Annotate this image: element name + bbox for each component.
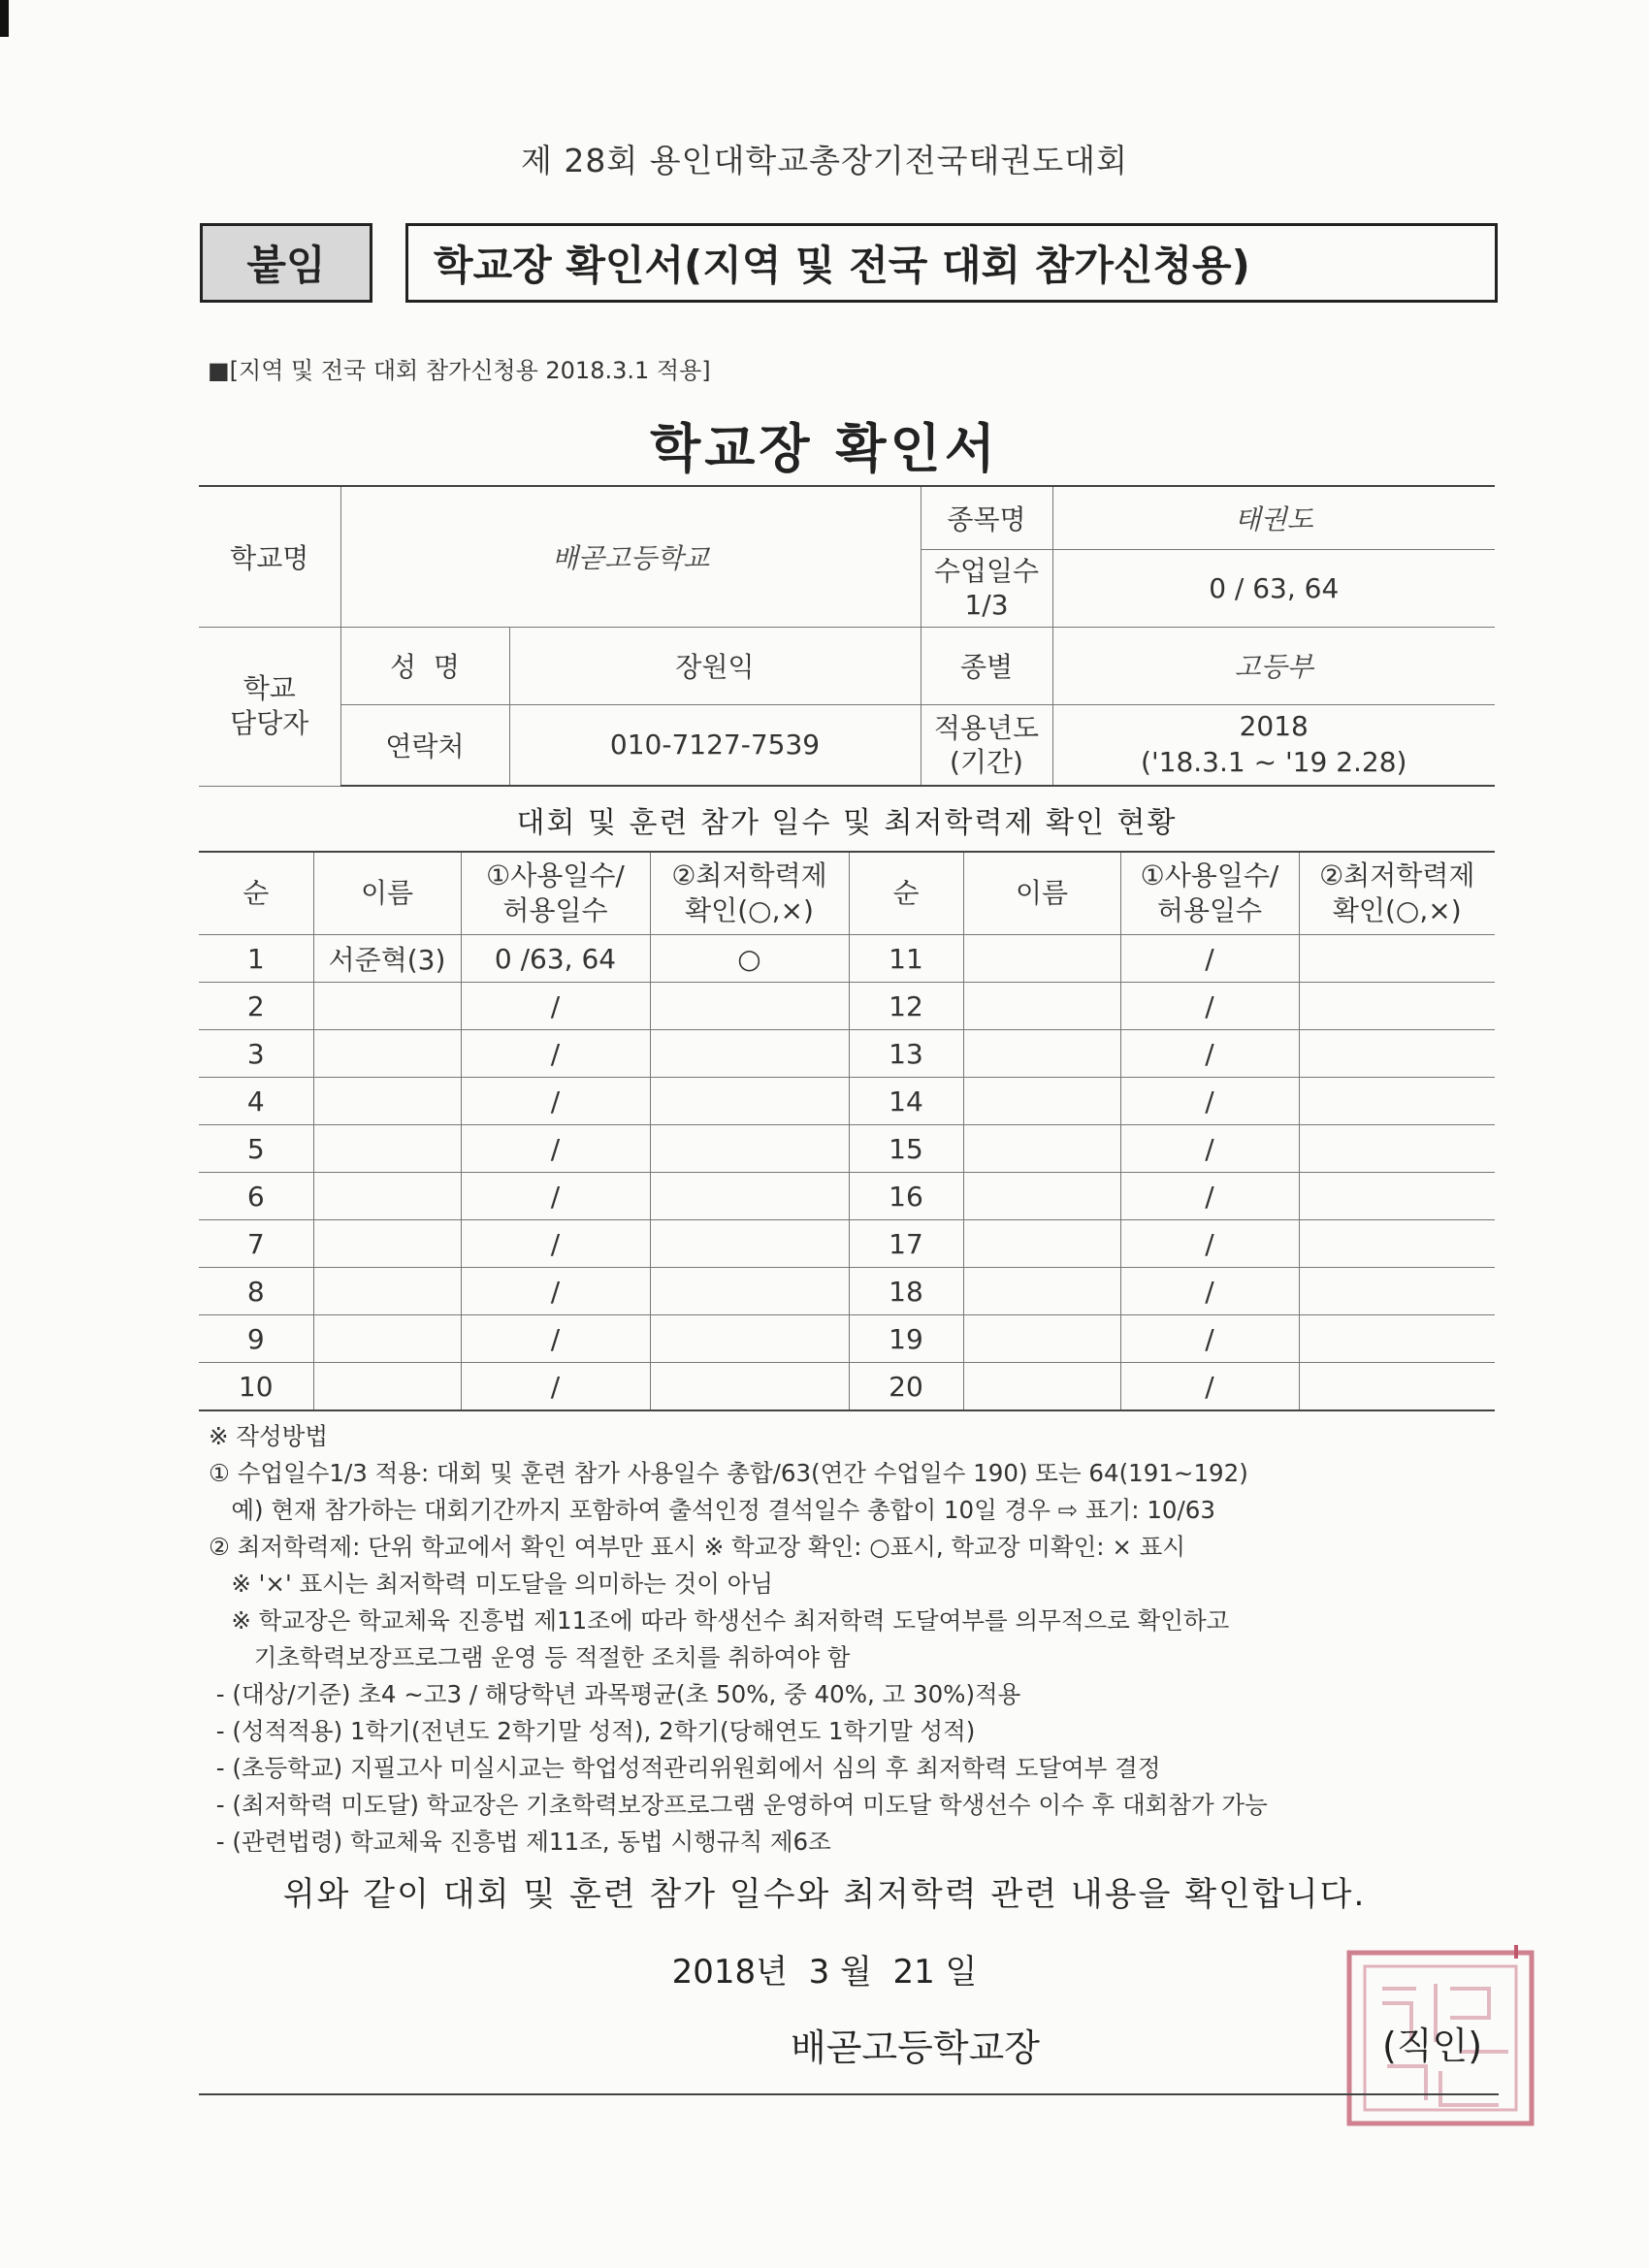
row-name-right — [963, 1363, 1120, 1411]
row-name-right — [963, 1268, 1120, 1315]
table-row — [199, 935, 1495, 983]
header-days-right-line2: 허용일수 — [1156, 894, 1263, 926]
row-no-right: 14 — [849, 1078, 963, 1125]
row-no: 10 — [199, 1363, 313, 1411]
row-days: / — [461, 1030, 650, 1078]
row-name-right — [963, 1315, 1120, 1363]
seal-label: (직인) — [1382, 2025, 1483, 2067]
row-days-right: / — [1120, 1125, 1299, 1173]
bottom-rule — [199, 2093, 1499, 2095]
row-no-right: 12 — [849, 983, 963, 1030]
table-row — [199, 1078, 1495, 1125]
header-days-right-line1: ①사용일수/ — [1140, 859, 1279, 891]
year-value: 2018 — [1239, 710, 1309, 743]
year-label-line2: (기간) — [950, 745, 1023, 778]
row-days-right: / — [1120, 1315, 1299, 1363]
confirmation-date: 2018년 3 월 21 일 — [671, 1953, 978, 1992]
header-days-line1: ①사용일수/ — [486, 859, 625, 891]
table-row — [199, 1363, 1495, 1411]
class-days-label — [921, 549, 1052, 627]
row-check-right — [1299, 1220, 1495, 1268]
row-no-right: 17 — [849, 1220, 963, 1268]
row-name — [313, 1220, 461, 1268]
table-row — [199, 983, 1495, 1030]
header-min-line2: 확인(○,×) — [685, 894, 814, 926]
note-line: ※ '×' 표시는 최저학력 미도달을 의미하는 것이 아님 — [209, 1570, 774, 1598]
table-row — [199, 1125, 1495, 1173]
note-line: ※ 작성방법 — [209, 1422, 328, 1450]
row-name-right — [963, 983, 1120, 1030]
row-no: 8 — [199, 1268, 313, 1315]
year-label — [921, 704, 1052, 786]
row-check — [650, 1173, 849, 1220]
sport-value: 태권도 — [1052, 486, 1495, 549]
row-no: 3 — [199, 1030, 313, 1078]
note-line: 기초학력보장프로그램 운영 등 적절한 조치를 취하여야 함 — [209, 1643, 851, 1671]
name-label: 성 명 — [340, 627, 509, 704]
name-value: 장원익 — [509, 627, 921, 704]
document-title: 학교장 확인서 — [650, 418, 999, 479]
class-days-value: 0 / 63, 64 — [1052, 549, 1495, 627]
row-no-right: 13 — [849, 1030, 963, 1078]
header-days-right — [1120, 852, 1299, 935]
contact-person-label — [199, 627, 340, 786]
row-no-right: 11 — [849, 935, 963, 983]
row-check — [650, 1078, 849, 1125]
row-days: / — [461, 1220, 650, 1268]
attachment-label: 붙임 — [200, 223, 372, 303]
instructions-notes — [209, 1418, 1518, 1861]
status-table — [199, 851, 1495, 1411]
row-no-right: 16 — [849, 1173, 963, 1220]
row-days: / — [461, 1315, 650, 1363]
row-check-right — [1299, 1030, 1495, 1078]
row-check-right — [1299, 983, 1495, 1030]
row-days: / — [461, 983, 650, 1030]
contact-person-label-line2: 담당자 — [230, 707, 309, 739]
row-no-right: 15 — [849, 1125, 963, 1173]
row-name — [313, 1268, 461, 1315]
principal-title: 배곧고등학교장 — [791, 2026, 1040, 2069]
header-min-right — [1299, 852, 1495, 935]
confirmation-text: 위와 같이 대회 및 훈련 참가 일수와 최저학력 관련 내용을 확인합니다. — [282, 1875, 1367, 1914]
phone-label: 연락처 — [340, 704, 509, 786]
status-title: 대회 및 훈련 참가 일수 및 최저학력제 확인 현황 — [516, 806, 1178, 840]
row-no: 7 — [199, 1220, 313, 1268]
row-days: / — [461, 1268, 650, 1315]
row-name — [313, 1173, 461, 1220]
row-name-right — [963, 1173, 1120, 1220]
row-days: 0 /63, 64 — [461, 935, 650, 983]
sport-label: 종목명 — [921, 486, 1052, 549]
row-days: / — [461, 1125, 650, 1173]
header-min-right-line1: ②최저학력제 — [1319, 859, 1475, 891]
row-days: / — [461, 1078, 650, 1125]
row-days-right: / — [1120, 1268, 1299, 1315]
row-name — [313, 983, 461, 1030]
header-min-right-line2: 확인(○,×) — [1332, 894, 1462, 926]
row-check — [650, 1315, 849, 1363]
row-name-right — [963, 1125, 1120, 1173]
row-days-right: / — [1120, 983, 1299, 1030]
row-days-right: / — [1120, 1173, 1299, 1220]
row-check — [650, 1363, 849, 1411]
contact-person-label-line1: 학교 — [242, 671, 296, 704]
note-line: ② 최저학력제: 단위 학교에서 확인 여부만 표시 ※ 학교장 확인: ○표시, 학교장 미확인: × 표시 — [209, 1533, 1185, 1561]
row-days-right: / — [1120, 1363, 1299, 1411]
note-line: - (최저학력 미도달) 학교장은 기초학력보장프로그램 운영하여 미도달 학생선수 이수 후 대회참가 가능 — [209, 1791, 1268, 1819]
school-label: 학교명 — [199, 486, 340, 627]
row-no: 6 — [199, 1173, 313, 1220]
row-no: 5 — [199, 1125, 313, 1173]
phone-value: 010-7127-7539 — [509, 704, 921, 786]
row-name — [313, 1078, 461, 1125]
row-days-right: / — [1120, 1030, 1299, 1078]
row-check-right — [1299, 1125, 1495, 1173]
year-value-cell — [1052, 704, 1495, 786]
row-days: / — [461, 1173, 650, 1220]
header-name-right: 이름 — [963, 852, 1120, 935]
row-no-right: 19 — [849, 1315, 963, 1363]
table-row — [199, 1268, 1495, 1315]
note-line: 예) 현재 참가하는 대회기간까지 포함하여 출석인정 결석일수 총합이 10일 경우 ⇨ 표기: 10/63 — [209, 1496, 1215, 1524]
form-title: 학교장 확인서(지역 및 전국 대회 참가신청용) — [405, 223, 1498, 303]
note-line: - (초등학교) 지필고사 미실시교는 학업성적관리위원회에서 심의 후 최저학력 도달여부 결정 — [209, 1754, 1161, 1782]
row-check-right — [1299, 935, 1495, 983]
category-value: 고등부 — [1052, 627, 1495, 704]
row-check-right — [1299, 1363, 1495, 1411]
period-value: ('18.3.1 ~ '19 2.28) — [1141, 745, 1407, 778]
row-name — [313, 1030, 461, 1078]
note-line: ※ 학교장은 학교체육 진흥법 제11조에 따라 학생선수 최저학력 도달여부를 의무적으로 확인하고 — [209, 1606, 1230, 1635]
class-days-label-line1: 수업일수 — [933, 555, 1040, 587]
category-label: 종별 — [921, 627, 1052, 704]
note-line: - (대상/기준) 초4 ~고3 / 해당학년 과목평균(초 50%, 중 40%, 고 30%)적용 — [209, 1680, 1021, 1708]
school-info-table — [199, 485, 1495, 787]
row-name: 서준혁(3) — [313, 935, 461, 983]
note-line: - (성적적용) 1학기(전년도 2학기말 성적), 2학기(당해연도 1학기말 성적) — [209, 1717, 976, 1745]
row-name — [313, 1315, 461, 1363]
row-no: 9 — [199, 1315, 313, 1363]
row-check-right — [1299, 1315, 1495, 1363]
row-name — [313, 1363, 461, 1411]
header-min-line1: ②최저학력제 — [671, 859, 827, 891]
row-no: 2 — [199, 983, 313, 1030]
header-days — [461, 852, 650, 935]
row-no-right: 20 — [849, 1363, 963, 1411]
header-no: 순 — [199, 852, 313, 935]
row-check-right — [1299, 1078, 1495, 1125]
row-name — [313, 1125, 461, 1173]
table-row — [199, 1315, 1495, 1363]
row-check: ○ — [650, 935, 849, 983]
row-name-right — [963, 1220, 1120, 1268]
row-check — [650, 1220, 849, 1268]
row-check — [650, 1030, 849, 1078]
row-check — [650, 1268, 849, 1315]
row-check — [650, 983, 849, 1030]
class-days-label-line2: 1/3 — [964, 589, 1009, 621]
status-header-row — [199, 852, 1495, 935]
row-days-right: / — [1120, 1220, 1299, 1268]
row-no-right: 18 — [849, 1268, 963, 1315]
row-check — [650, 1125, 849, 1173]
row-days: / — [461, 1363, 650, 1411]
row-name-right — [963, 1030, 1120, 1078]
row-check-right — [1299, 1173, 1495, 1220]
year-label-line1: 적용년도 — [933, 711, 1040, 744]
header-no-right: 순 — [849, 852, 963, 935]
header-name: 이름 — [313, 852, 461, 935]
row-days-right: / — [1120, 935, 1299, 983]
table-row — [199, 1173, 1495, 1220]
row-no: 1 — [199, 935, 313, 983]
scan-edge-mark — [0, 0, 9, 37]
row-name-right — [963, 1078, 1120, 1125]
row-no: 4 — [199, 1078, 313, 1125]
application-note: ■[지역 및 전국 대회 참가신청용 2018.3.1 적용] — [208, 357, 711, 384]
table-row — [199, 1030, 1495, 1078]
note-line: - (관련법령) 학교체육 진흥법 제11조, 동법 시행규칙 제6조 — [209, 1828, 831, 1856]
note-line: ① 수업일수1/3 적용: 대회 및 훈련 참가 사용일수 총합/63(연간 수업일수 190) 또는 64(191~192) — [209, 1459, 1248, 1487]
row-check-right — [1299, 1268, 1495, 1315]
row-days-right: / — [1120, 1078, 1299, 1125]
header-min — [650, 852, 849, 935]
table-row — [199, 1220, 1495, 1268]
row-name-right — [963, 935, 1120, 983]
header-days-line2: 허용일수 — [502, 894, 608, 926]
school-name: 배곧고등학교 — [340, 486, 921, 627]
event-title: 제 28회 용인대학교총장기전국태권도대회 — [521, 142, 1128, 179]
